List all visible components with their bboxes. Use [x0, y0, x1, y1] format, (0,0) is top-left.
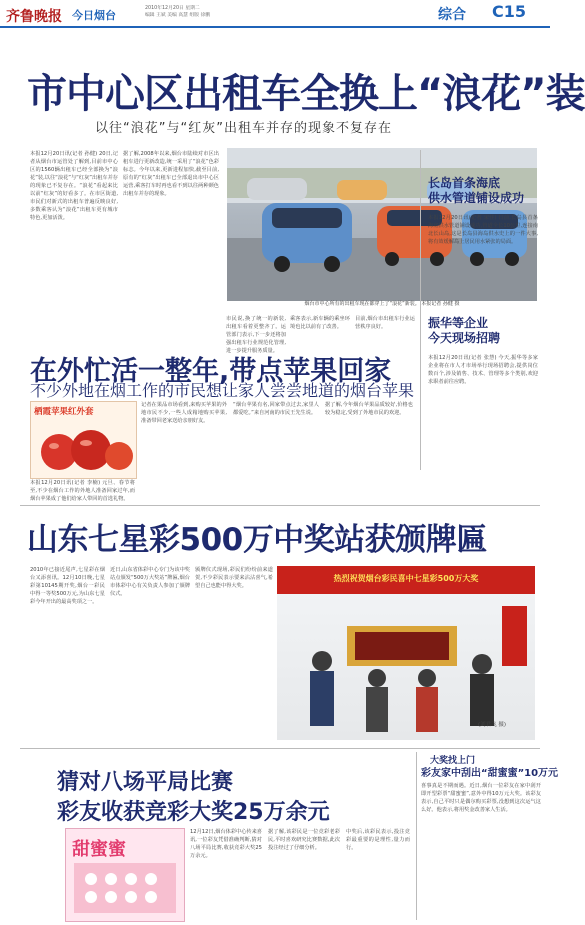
story1-headline: 市中心区出租车全换上“浪花”装 — [27, 71, 585, 117]
side1-headline-line1: 长岛首条海底 — [428, 176, 501, 190]
side2-headline-line2: 今天现场招聘 — [428, 331, 501, 345]
story2-body-col3: “烟台苹果有名,回家带点过去,家里人都爱吃。”来自河南的市民王先生说。 — [233, 402, 319, 416]
story3-body-col3: 颁牌仪式现场,彩民们纷纷前来道贺,不少彩民表示要来沾沾喜气,希望自己也能中得大奖。 — [195, 567, 273, 589]
lottery-ticket-image — [65, 828, 185, 922]
section-title: 综合 — [438, 7, 466, 23]
story3-byline: (刘君飞 摄) — [478, 722, 507, 728]
page-number: C15 — [492, 2, 527, 21]
header-divider — [0, 26, 550, 28]
story1-body-col1: 本报12月20日讯(记者 孙健) 20日,记者从烟台市运管处了解到,目前市中心区的1560辆出租车已经全部换为“浪花”装,以往“浪花”与“红灰”出租车并存的现象已不复存在。“浪花”看起来比以前“红灰”的好看多了。在市区街道,市民们对新式的出租车普遍反映良好,多数乘客认为“浪花”出租车更有城市特色,更加活泼。 — [30, 151, 118, 221]
story1-body-col4: 乘客表示,新车辆的乘坐环境也比以前有了改善。 — [290, 316, 350, 330]
story2-body-col4: 据了解,今年烟台苹果品质较好,价格也较为稳定,受到了外地市民的欢迎。 — [325, 402, 413, 416]
apple-photo-label: 栖霞苹果红外套 — [34, 407, 94, 417]
newspaper-logo: 齐鲁晚报 — [6, 9, 62, 25]
story1-body-col2: 据了解,2008年以来,烟台市陆续对市区出租车进行更新改造,统一采用了“浪花”色彩标志。今年以来,更新进程加快,截至目前,原有的“红灰”出租车已全部退出市中心区运营,乘客打车时再也看不到以往两种颜色出租车并存的现象。 — [123, 151, 219, 197]
banner-text: 热烈祝贺烟台彩民喜中七星彩500万大奖 — [333, 574, 479, 583]
side1-headline-line2: 供水管道铺设成功 — [428, 191, 525, 205]
story4-body-col2: 据了解,该彩民是一位竞彩老彩民,平时喜欢研究比赛数据,此次投注经过了仔细分析。 — [268, 829, 340, 851]
editor-line: 编辑 王斌 美编 高慧 组版 徐鹏 — [145, 13, 211, 18]
date-line: 2010年12月20日 星期二 — [145, 6, 200, 11]
story2-body-col2: 记者在果品市场看到,来购买苹果的外地市民不少,一些人成箱地购买苹果,准备带回老家送给亲朋好友。 — [141, 402, 227, 424]
story3-body-col1: 2010年已接近尾声,七星彩在烟台又添喜讯。12月10日晚,七星彩第10145期开奖,烟台一彩民中得一等奖500万元,为山东七星彩今年开出的最高奖项之一。 — [30, 567, 105, 605]
story4-headline-line1: 猜对八场平局比赛 — [57, 770, 234, 795]
story3-body-col2: 近日,山东省体彩中心专门为该中奖站点颁发“500万大奖站”牌匾,烟台市体彩中心有关负责人参加了颁牌仪式。 — [110, 567, 190, 597]
story1-subhead: 以往“浪花”与“红灰”出租车并存的现象不复存在 — [95, 121, 392, 136]
side3-body: 喜事真是不期而遇。近日,烟台一位彩友在家中刮开即开型彩票“甜蜜蜜”,意外中得10万元大奖。该彩友表示,自己平时只是偶尔购买彩票,没想到这次运气这么好。他表示,将用奖金改善家人生活。 — [421, 783, 541, 813]
story2-subhead: 不少外地在烟工作的市民想让家人尝尝地道的烟台苹果 — [30, 381, 415, 400]
story3-headline: 山东七星彩500万中奖站获颁牌匾 — [27, 522, 487, 558]
apple-photo — [30, 401, 137, 479]
story4-headline-line2: 彩友收获竞彩大奖25万余元 — [57, 800, 330, 825]
story1-body-col3: 市民说,换了统一的新装,出租车看着更整齐了。运管部门表示,下一步还将加强出租车行业规范化管理,进一步提升服务质量。 — [226, 316, 286, 354]
section-divider — [20, 505, 540, 506]
story2-body-col1: 本报12月20日讯(记者 李楠) 元旦、春节将至,不少在烟台工作的外地人准备回家过年,而烟台苹果成了他们给家人带回的首选礼物。 — [30, 480, 135, 502]
photo-credit: 本报记者 孙健 摄 — [421, 301, 460, 307]
story1-photo-caption — [228, 301, 536, 308]
side3-headline: 彩友家中刮出“甜蜜蜜”10万元 — [421, 768, 559, 779]
side2-headline — [428, 316, 500, 346]
story2-headline: 在外忙活一整年,带点苹果回家 — [30, 356, 392, 387]
story4-body-col3: 中奖后,该彩民表示,投注竞彩最重要的是理性,量力而行。 — [346, 829, 410, 851]
edition-label: 今日烟台 — [72, 9, 116, 22]
story1-body-col5: 目前,烟台市出租车行业运营秩序良好。 — [355, 316, 415, 330]
side1-headline — [428, 176, 524, 206]
photo-caption-text: 烟台市中心所有的出租车现在都穿上了“浪花”新装。 — [304, 301, 420, 307]
section-divider — [20, 748, 540, 749]
side2-headline-line1: 振华等企业 — [428, 316, 489, 330]
masthead-info — [145, 5, 375, 19]
side1-body: 本报12月20日讯(记者 宋佳) 日前,长岛县首条海底供水管道铺设成功,管道全长10公里,连接南北长山岛,这是长岛县海岛供水史上的一件大事,将有效缓解岛上居民用水紧张的局面。 — [428, 215, 538, 245]
side2-body: 本报12月20日讯(记者 张慧) 今天,振华等多家企业将在市人才市场举行现场招聘会,提供岗位数百个,涉及销售、技术、管理等多个类别,欢迎求职者前往应聘。 — [428, 355, 538, 385]
celebration-banner — [277, 566, 535, 594]
story4-body-col1: 12月12日,烟台体彩中心传来喜讯,一位彩友凭借准确判断,猜对八场平局比赛,收获竞彩大奖25万余元。 — [190, 829, 262, 859]
side3-kicker: 大奖找上门 — [430, 756, 476, 766]
column-divider — [420, 150, 421, 470]
column-divider — [416, 752, 417, 920]
story3-photo — [277, 566, 535, 740]
ticket-title: 甜蜜蜜 — [72, 839, 126, 860]
